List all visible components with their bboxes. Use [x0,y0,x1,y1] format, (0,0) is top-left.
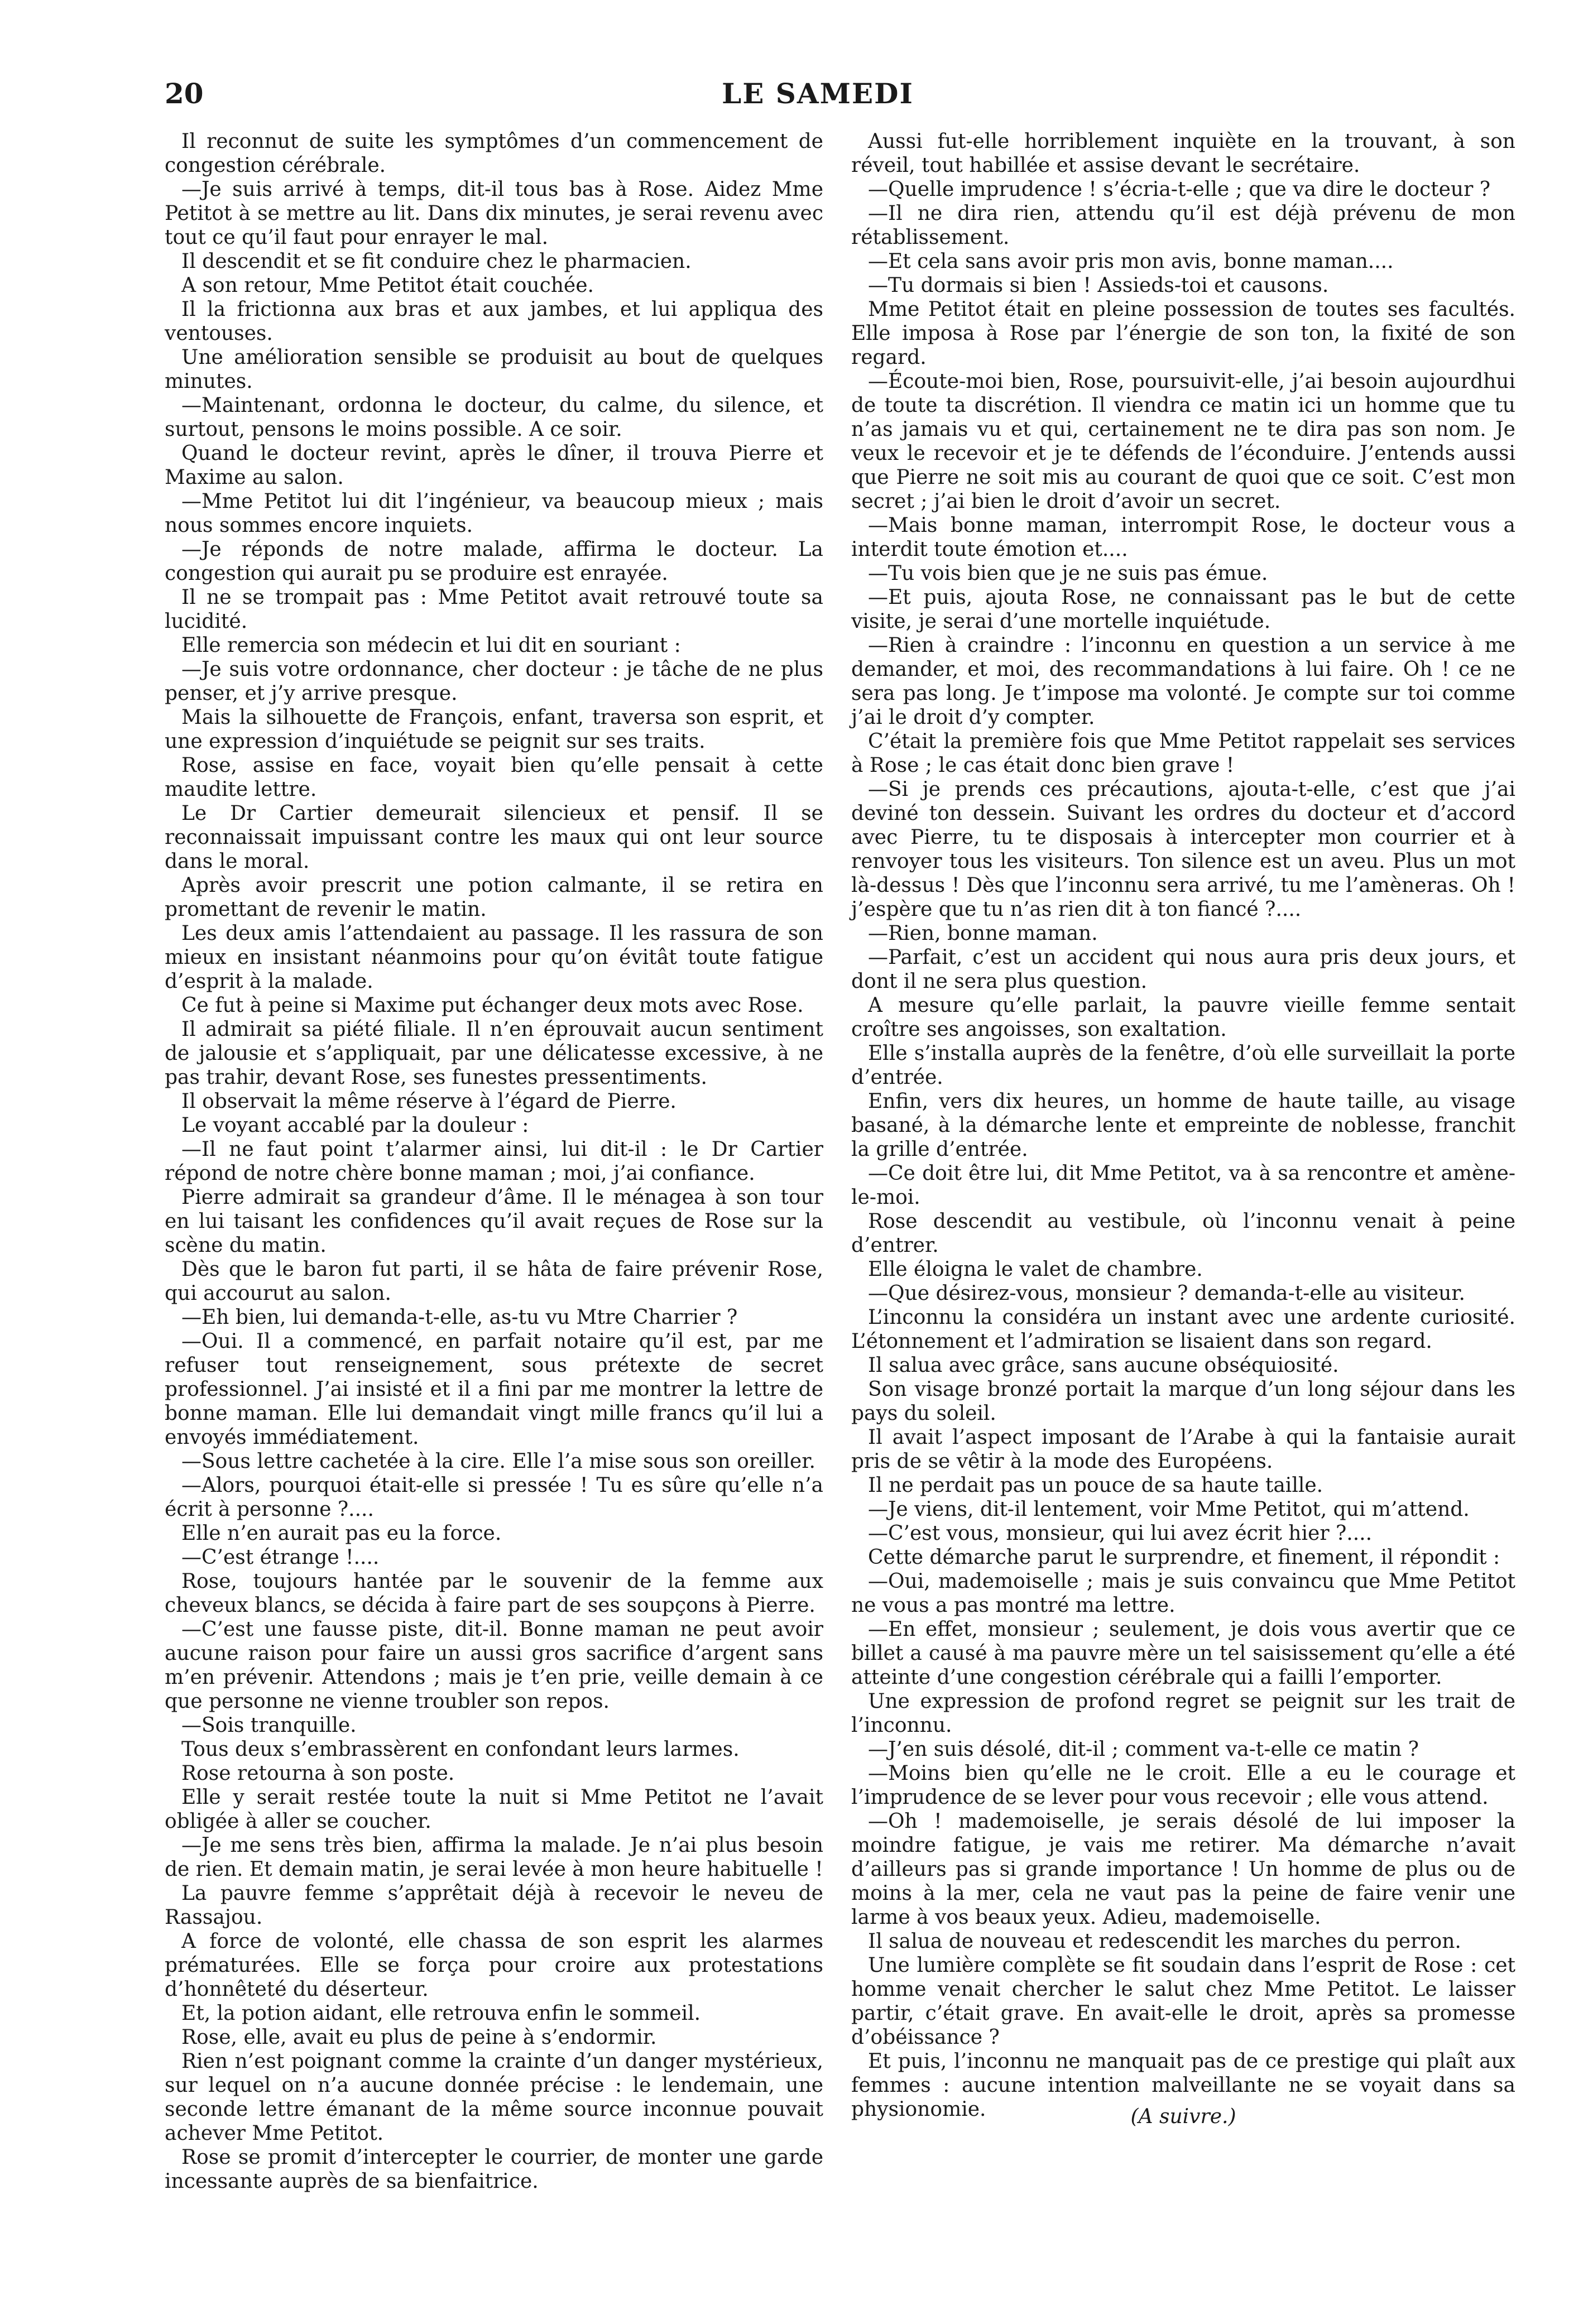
paragraph: Enfin, vers dix heures, un homme de haute taille, au visage basané, à la démarche lente et empreinte de noblesse, franchit la grille d’entrée. [851,1090,1515,1161]
paragraph: —Je me sens très bien, affirma la malade. Je n’ai plus besoin de rien. Et demain matin, je serai levée à mon heure habituelle ! [165,1834,823,1881]
paragraph: —Maintenant, ordonna le docteur, du calme, du silence, et surtout, pensons le moins possible. A ce soir. [165,394,823,441]
paragraph: —Je réponds de notre malade, affirma le docteur. La congestion qui aurait pu se produire est enrayée. [165,538,823,585]
paragraph: Son visage bronzé portait la marque d’un long séjour dans les pays du soleil. [851,1378,1515,1425]
paragraph: Il ne perdait pas un pouce de sa haute taille. [868,1474,1323,1497]
paragraph: Les deux amis l’attendaient au passage. Il les rassura de son mieux en insistant néanmoins pour qu’on évitât toute fatigue d’esprit à la malade. [165,922,823,993]
paragraph: Il descendit et se fit conduire chez le pharmacien. [181,250,692,273]
paragraph: —Je suis arrivé à temps, dit-il tous bas à Rose. Aidez Mme Petitot à se mettre au lit. Dans dix minutes, je serai revenu avec tout ce qu’il faut pour enrayer le mal. [165,178,823,249]
paragraph: —Que désirez-vous, monsieur ? demanda-t-elle au visiteur. [868,1282,1465,1305]
paragraph: Mme Petitot était en pleine possession de toutes ses facultés. Elle imposa à Rose par l’énergie de son ton, la fixité de son regard. [851,298,1515,369]
paragraph: —Sois tranquille. [181,1714,357,1737]
text-column-left [165,129,823,2193]
text-column-right [851,129,1515,2121]
paragraph: Rose retourna à son poste. [181,1762,455,1785]
paragraph: —C’est une fausse piste, dit-il. Bonne maman ne peut avoir aucune raison pour faire un aussi gros sacrifice d’argent sans m’en prévenir. Attendons ; mais je t’en prie, veille demain à ce que personne ne vienne troubler son repos. [165,1618,823,1713]
paragraph: Il avait l’aspect imposant de l’Arabe à qui la fantaisie aurait pris de se vêtir à la mode des Européens. [851,1426,1515,1473]
paragraph: Tous deux s’embrassèrent en confondant leurs larmes. [181,1738,740,1761]
paragraph: —Eh bien, lui demanda-t-elle, as-tu vu Mtre Charrier ? [181,1306,738,1329]
paragraph: —Je viens, dit-il lentement, voir Mme Petitot, qui m’attend. [868,1498,1470,1521]
paragraph: —Rien, bonne maman. [868,922,1098,945]
paragraph: Mais la silhouette de François, enfant, traversa son esprit, et une expression d’inquiétude se peignit sur ses traits. [165,706,823,753]
paragraph: —C’est étrange !.... [181,1546,380,1569]
paragraph: Elle remercia son médecin et lui dit en souriant : [181,634,681,657]
paragraph: L’inconnu la considéra un instant avec une ardente curiosité. L’étonnement et l’admiration se lisaient dans son regard. [851,1306,1515,1353]
paragraph: —Rien à craindre : l’inconnu en question a un service à me demander, et moi, des recommandations à lui faire. Oh ! ce ne sera pas long. Je t’impose ma volonté. Je compte sur toi comme j’ai le droit d’y compter. [851,634,1515,729]
paragraph: C’était la première fois que Mme Petitot rappelait ses services à Rose ; le cas était donc bien grave ! [851,730,1515,777]
paragraph: Quand le docteur revint, après le dîner, il trouva Pierre et Maxime au salon. [165,442,823,489]
paragraph: —Oh ! mademoiselle, je serais désolé de lui imposer la moindre fatigue, je vais me retirer. Ma démarche n’avait d’ailleurs pas si grande importance ! Un homme de plus ou de moins à la mer, cela ne vaut pas la peine de faire venir une larme à vos beaux yeux. Adieu, mademoiselle. [851,1810,1515,1929]
paragraph: —Parfait, c’est un accident qui nous aura pris deux jours, et dont il ne sera plus question. [851,946,1515,993]
paragraph: A force de volonté, elle chassa de son esprit les alarmes prématurées. Elle se força pour croire aux protestations d’honnêteté du déserteur. [165,1930,823,2001]
paragraph: —Sous lettre cachetée à la cire. Elle l’a mise sous son oreiller. [181,1450,815,1473]
paragraph: Il salua avec grâce, sans aucune obséquiosité. [868,1354,1339,1377]
paragraph: Pierre admirait sa grandeur d’âme. Il le ménagea à son tour en lui taisant les confidences qu’il avait reçues de Rose sur la scène du matin. [165,1186,823,1257]
paragraph: —Alors, pourquoi était-elle si pressée ! Tu es sûre qu’elle n’a écrit à personne ?.... [165,1474,823,1521]
paragraph: —Je suis votre ordonnance, cher docteur : je tâche de ne plus penser, et j’y arrive presque. [165,658,823,705]
publication-title: LE SAMEDI [722,77,914,110]
paragraph: Et puis, l’inconnu ne manquait pas de ce prestige qui plaît aux femmes : aucune intention malveillante ne se voyait dans sa physionomie. [851,2050,1515,2121]
paragraph: —Moins bien qu’elle ne le croit. Elle a eu le courage et l’imprudence de se lever pour vous recevoir ; elle vous attend. [851,1762,1515,1809]
paragraph: —En effet, monsieur ; seulement, je dois vous avertir que ce billet a causé à ma pauvre mère un tel saisissement qu’elle a été atteinte d’une congestion cérébrale qui a failli l’emporter. [851,1618,1515,1689]
paragraph: —Mais bonne maman, interrompit Rose, le docteur vous a interdit toute émotion et.... [851,514,1515,561]
paragraph: —Écoute-moi bien, Rose, poursuivit-elle, j’ai besoin aujourdhui de toute ta discrétion. Il viendra ce matin ici un homme que tu n’as jamais vu et qui, certainement ne te dira pas son nom. Je veux le recevoir et je te défends de l’éconduire. J’entends aussi que Pierre ne soit mis au courant de quoi que ce soit. C’est mon secret ; j’ai bien le droit d’avoir un secret. [851,370,1515,513]
paragraph: Le voyant accablé par la douleur : [181,1114,529,1137]
paragraph: —Mme Petitot lui dit l’ingénieur, va beaucoup mieux ; mais nous sommes encore inquiets. [165,490,823,537]
paragraph: —Quelle imprudence ! s’écria-t-elle ; que va dire le docteur ? [868,178,1491,201]
paragraph: —Oui, mademoiselle ; mais je suis convaincu que Mme Petitot ne vous a pas montré ma lettre. [851,1570,1515,1617]
page-header [165,77,1471,127]
paragraph: Aussi fut-elle horriblement inquiète en la trouvant, à son réveil, tout habillée et assise devant le secrétaire. [851,130,1515,177]
paragraph: A mesure qu’elle parlait, la pauvre vieille femme sentait croître ses angoisses, son exaltation. [851,994,1515,1041]
paragraph: Il reconnut de suite les symptômes d’un commencement de congestion cérébrale. [165,130,823,177]
paragraph: Il admirait sa piété filiale. Il n’en éprouvait aucun sentiment de jalousie et s’appliquait, par une délicatesse excessive, à ne pas trahir, devant Rose, ses funestes pressentiments. [165,1018,823,1089]
to-be-continued: (A suivre.) [1130,2105,1236,2128]
paragraph: Elle n’en aurait pas eu la force. [181,1522,502,1545]
paragraph: Il observait la même réserve à l’égard de Pierre. [181,1090,677,1113]
paragraph: —Oui. Il a commencé, en parfait notaire qu’il est, par me refuser tout renseignement, sous prétexte de secret professionnel. J’ai insisté et il a fini par me montrer la lettre de bonne maman. Elle lui demandait vingt mille francs qu’il lui a envoyés immédiatement. [165,1330,823,1449]
paragraph: A son retour, Mme Petitot était couchée. [181,274,594,297]
paragraph: Après avoir prescrit une potion calmante, il se retira en promettant de revenir le matin. [165,874,823,921]
paragraph: Rose, toujours hantée par le souvenir de la femme aux cheveux blancs, se décida à faire part de ses soupçons à Pierre. [165,1570,823,1617]
paragraph: Rose descendit au vestibule, où l’inconnu venait à peine d’entrer. [851,1210,1515,1257]
paragraph: —Tu vois bien que je ne suis pas émue. [868,562,1268,585]
paragraph: Elle éloigna le valet de chambre. [868,1258,1203,1281]
paragraph: Il la frictionna aux bras et aux jambes, et lui appliqua des ventouses. [165,298,823,345]
paragraph: Elle y serait restée toute la nuit si Mme Petitot ne l’avait obligée à aller se coucher. [165,1786,823,1833]
paragraph: —Il ne dira rien, attendu qu’il est déjà prévenu de mon rétablissement. [851,202,1515,249]
paragraph: Rose se promit d’intercepter le courrier, de monter une garde incessante auprès de sa bienfaitrice. [165,2146,823,2193]
paragraph: Cette démarche parut le surprendre, et finement, il répondit : [868,1546,1500,1569]
paragraph: Il ne se trompait pas : Mme Petitot avait retrouvé toute sa lucidité. [165,586,823,633]
paragraph: Il salua de nouveau et redescendit les marches du perron. [868,1930,1461,1953]
paragraph: Rien n’est poignant comme la crainte d’un danger mystérieux, sur lequel on n’a aucune donnée précise : le lendemain, une seconde lettre émanant de la même source inconnue pouvait achever Mme Petitot. [165,2050,823,2145]
paragraph: Une amélioration sensible se produisit au bout de quelques minutes. [165,346,823,393]
paragraph: Et, la potion aidant, elle retrouva enfin le sommeil. [181,2002,701,2025]
paragraph: —Si je prends ces précautions, ajouta-t-elle, c’est que j’ai deviné ton dessein. Suivant les ordres du docteur et d’accord avec Pierre, tu te disposais à intercepter mon courrier et à renvoyer tous les visiteurs. Ton silence est un aveu. Plus un mot là-dessus ! Dès que l’inconnu sera arrivé, tu me l’amèneras. Oh ! j’espère que tu n’as rien dit à ton fiancé ?.... [851,778,1515,921]
paragraph: —Ce doit être lui, dit Mme Petitot, va à sa rencontre et amène-le-moi. [851,1162,1515,1209]
paragraph: Ce fut à peine si Maxime put échanger deux mots avec Rose. [181,994,804,1017]
paragraph: Rose, elle, avait eu plus de peine à s’endormir. [181,2026,657,2049]
paragraph: —Il ne faut point t’alarmer ainsi, lui dit-il : le Dr Cartier répond de notre chère bonne maman ; moi, j’ai confiance. [165,1138,823,1185]
paragraph: —Tu dormais si bien ! Assieds-toi et causons. [868,274,1329,297]
paragraph: —J’en suis désolé, dit-il ; comment va-t-elle ce matin ? [868,1738,1419,1761]
paragraph: Le Dr Cartier demeurait silencieux et pensif. Il se reconnaissait impuissant contre les maux qui ont leur source dans le moral. [165,802,823,873]
paragraph: Une lumière complète se fit soudain dans l’esprit de Rose : cet homme venait chercher le salut chez Mme Petitot. Le laisser partir, c’était grave. En avait-elle le droit, après sa promesse d’obéissance ? [851,1954,1515,2049]
paragraph: Une expression de profond regret se peignit sur les trait de l’inconnu. [851,1690,1515,1737]
paragraph: —Et cela sans avoir pris mon avis, bonne maman.... [868,250,1394,273]
paragraph: Elle s’installa auprès de la fenêtre, d’où elle surveillait la porte d’entrée. [851,1042,1515,1089]
paragraph: —C’est vous, monsieur, qui lui avez écrit hier ?.... [868,1522,1373,1545]
paragraph: Dès que le baron fut parti, il se hâta de faire prévenir Rose, qui accourut au salon. [165,1258,823,1305]
paragraph: Rose, assise en face, voyait bien qu’elle pensait à cette maudite lettre. [165,754,823,801]
paragraph: —Et puis, ajouta Rose, ne connaissant pas le but de cette visite, je serai d’une mortelle inquiétude. [851,586,1515,633]
paragraph: La pauvre femme s’apprêtait déjà à recevoir le neveu de Rassajou. [165,1882,823,1929]
page-number: 20 [165,77,204,110]
